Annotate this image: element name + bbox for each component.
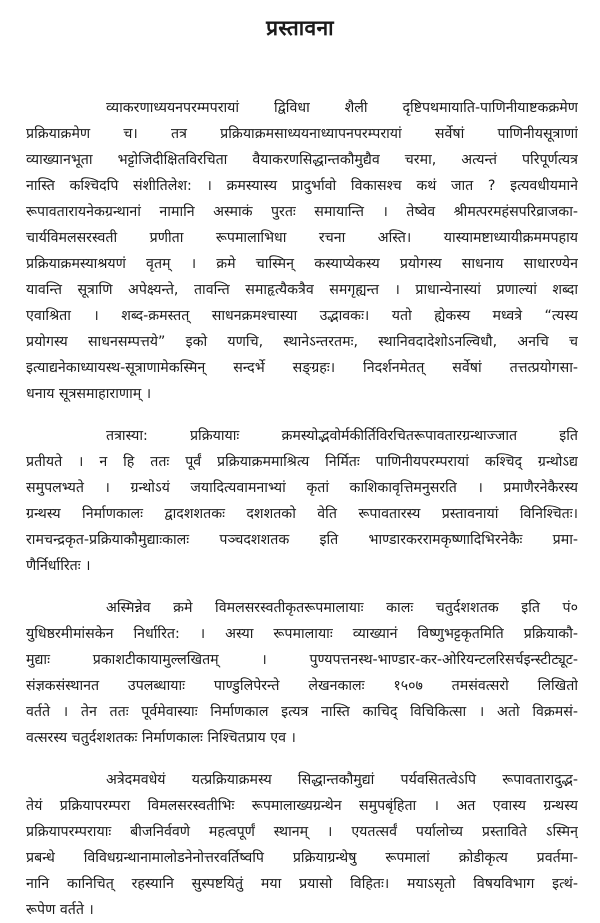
- text-line: इत्याद्यनेकाध्यायस्थ-सूत्राणामेकस्मिन् सन्दर्भे सङ्ग्रहः। निदर्शनमेतत् सर्वेषां तत्तत्प्रयोगसा-: [26, 360, 578, 376]
- text-line: धनाय सूत्रसमाहाराणाम् ।: [26, 386, 152, 402]
- paragraph-gap: [26, 579, 578, 595]
- text-line: वत्सरस्य चतुर्दशशतकः निर्माणकालः निश्चितप्राय एव ।: [26, 730, 296, 746]
- text-line: प्रबन्धे विविधग्रन्थानामालोडनेनोत्तरवर्तिष्वपि प्रक्रियाग्रन्थेषु रूपमालां क्रोडीकृत्य प्रवर्तमा-: [26, 850, 578, 866]
- text-line: प्रक्रियाक्रमेण च। तत्र प्रक्रियाक्रमसाध्ययनाध्यापनपरम्परायां सर्वेषां पाणिनीयसूत्राणां: [26, 126, 578, 142]
- text-line: अत्रेदमवधेयं यत्प्रक्रियाक्रमस्य सिद्धान्तकौमुद्यां पर्यवसितत्वेऽपि रूपावतारादुद्भ-: [106, 772, 578, 788]
- page-title: प्रस्तावना: [266, 16, 334, 40]
- text-line: एवाश्रिता । शब्द-क्रमस्तत् साधनक्रमश्चास्या उद्भावकः। यतो ह्येकस्य मध्वत्रे “त्यस्य: [26, 308, 578, 324]
- text-line: प्रक्रियाक्रमस्याश्रयणं वृतम् । क्रमे चास्मिन् कस्याप्येकस्य प्रयोगस्य साधनाय साधारण्येन: [26, 256, 578, 272]
- text-line: तेयं प्रक्रियापरम्परा विमलसरस्वतीभिः रूपमालाख्यग्रन्थेन समुपबृंहिता । अत एवास्य ग्रन्थस्य: [26, 798, 578, 814]
- text-line: तत्रास्या: प्रक्रियायाः क्रमस्योद्भवोर्मकीर्तिविरचितरूपावतारग्रन्थाज्जात इति: [106, 428, 578, 444]
- text-line: यावन्ति सूत्राणि अपेक्ष्यन्ते, तावन्ति समाहृत्यैकत्रैव समगृह्यन्त । प्राधान्येनास्यां प्रणाल्यां शब्दा: [26, 282, 578, 298]
- text-line: प्रयोगस्य साधनसम्पत्तये” इको यणचि, स्थानेऽन्तरतमः, स्थानिवदादेशोऽनल्विधौ, अनचि च: [26, 334, 578, 350]
- text-line: नास्ति कश्चिदपि संशीतिलेश: । क्रमस्यास्य प्रादुर्भावो विकासश्च कथं जात ? इत्यवधीयमाने: [26, 178, 578, 194]
- text-line: वर्तते । तेन ततः पूर्वमेवास्याः निर्माणकाल इत्यत्र नास्ति काचिद् विचिकित्सा । अतो विक्रमसं-: [26, 704, 578, 720]
- text-line: युधिष्ठरमीमांसकेन निर्धारित: । अस्या रूपमालायाः व्याख्यानं विष्णुभट्टकृतमिति प्रक्रियाकौ-: [26, 626, 578, 642]
- text-line: प्रतीयते । न हि ततः पूर्वं प्रक्रियाक्रममाश्रित्य निर्मितः पाणिनीयपरम्परायां कश्चिद् ग्रन्थोऽद्य: [26, 454, 578, 470]
- text-line: संज्ञकसंस्थानत उपलब्धायाः पाण्डुलिपेरन्ते लेखनकालः १५०७ तमसंवत्सरो लिखितो: [26, 678, 578, 694]
- paragraph-2: [26, 423, 578, 579]
- text-line: प्रक्रियापरम्परायाः बीजनिर्ववणे महत्वपूर्णं स्थानम् । एयतत्सर्वं पर्यालोच्य प्रस्ताविते ऽस्मिन्: [26, 824, 578, 840]
- text-line: व्याकरणाध्ययनपरम्मपरायां द्विविधा शैली दृष्टिपथमायाति-पाणिनीयाष्टकक्रमेण: [106, 100, 578, 116]
- paragraph-gap: [26, 407, 578, 423]
- document-body: [26, 95, 578, 923]
- text-line: णैर्निर्धारितः ।: [26, 558, 91, 574]
- paragraph-4: [26, 767, 578, 923]
- text-line: चार्यविमलसरस्वती प्रणीता रूपमालाभिधा रचना अस्ति। यास्यामष्टाध्यायीक्रममपहाय: [26, 230, 578, 246]
- text-line: समुपलभ्यते । ग्रन्थोऽयं जयादित्यवामनाभ्यां कृतां काशिकावृत्तिमनुसरति । प्रमाणैरनेकैरस्य: [26, 480, 578, 496]
- text-line: नानि कानिचित् रहस्यानि सुस्पष्टयितुं मया प्रयासो विहितः। मयाऽसृतो विषयविभाग इत्थं-: [26, 876, 578, 892]
- paragraph-1: [26, 95, 578, 407]
- text-line: मुद्याः प्रकाशटीकायामुल्लखितम् । पुण्यपत्तनस्थ-भाण्डार-कर-ओरियन्टलरिसर्चइन्स्टीट्यूट-: [26, 652, 578, 668]
- paragraph-3: [26, 595, 578, 751]
- text-line: रामचन्द्रकृत-प्रक्रियाकौमुद्याःकालः पञ्चदशशतक इति भाण्डारकररामकृष्णादिभिरनेकैः प्रमा-: [26, 532, 578, 548]
- text-line: व्याख्यानभूता भट्टोजिदीक्षितविरचिता वैयाकरणसिद्धान्तकौमुद्यैव चरमा, अत्यन्तं परिपूर्णत्यत्र: [26, 152, 578, 168]
- text-line: रूपेण वर्तते ।: [26, 902, 94, 918]
- text-line: अस्मिन्नेव क्रमे विमलसरस्वतीकृतरूपमालायाः कालः चतुर्दशशतक इति पं०: [106, 600, 578, 616]
- text-line: ग्रन्थस्य निर्माणकालः द्वादशशतकः दशशतको वेति रूपावतारस्य प्रस्तावनायां विनिश्चितः।: [26, 506, 578, 522]
- text-line: रूपावतारायनेकग्रन्थानां नामानि अस्माकं पुरतः समायान्ति । तेष्वेव श्रीमत्परमहंसपरिव्राजका-: [26, 204, 578, 220]
- paragraph-gap: [26, 751, 578, 767]
